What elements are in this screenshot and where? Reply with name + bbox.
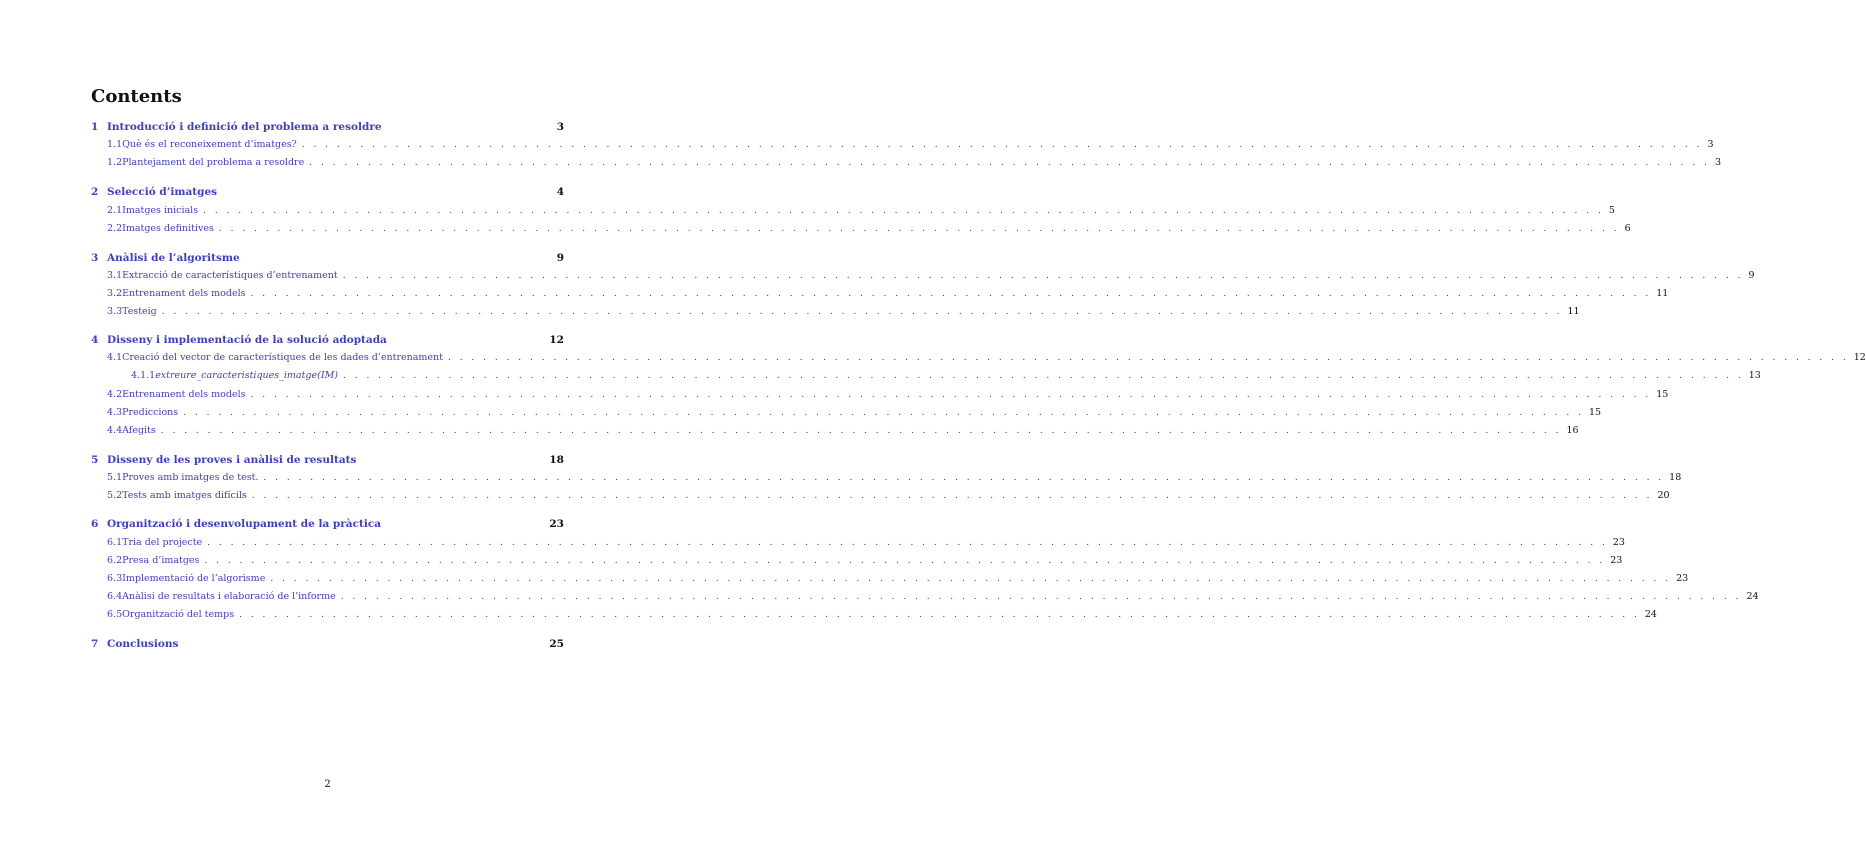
toc-title-link[interactable]: Organització del temps — [122, 609, 235, 620]
toc-leader-dots: . . . . . . . . . . . . . . . . . . . . . . . . . . . . . . . . . . . . . . . . . . . . . . . . . . . . . . . . . . . . . . . . . . . . . . . . . . . . . . . . . . . . . . . . . . . . . . . . . . . . . . . . . . . . . . . . . . . . . . . . — [250, 390, 1652, 400]
toc-page-number: 12 — [549, 334, 564, 346]
toc-subsection[interactable] — [107, 407, 1602, 423]
toc-title-link[interactable]: Prediccions — [122, 407, 179, 418]
toc-subsection[interactable] — [107, 425, 1579, 441]
toc-leader-dots: . . . . . . . . . . . . . . . . . . . . . . . . . . . . . . . . . . . . . . . . . . . . . . . . . . . . . . . . . . . . . . . . . . . . . . . . . . . . . . . . . . . . . . . . . . . . . . . . . . . . . . . . . . . . . . . . . . . . . . . . — [207, 538, 1608, 548]
toc-title-link[interactable]: Creació del vector de característiques de les dades d’entrenament — [122, 352, 443, 363]
toc-section[interactable] — [91, 252, 564, 268]
toc-title-link[interactable]: Testeig — [122, 306, 157, 317]
toc-title-link[interactable]: Introducció i definició del problema a resoldre — [107, 121, 382, 133]
toc-leader-dots: . . . . . . . . . . . . . . . . . . . . . . . . . . . . . . . . . . . . . . . . . . . . . . . . . . . . . . . . . . . . . . . . . . . . . . . . . . . . . . . . . . . . . . . . . . . . . . . . . . . . . . . . . . . . . . . . . . . . . . . . — [343, 371, 1744, 381]
toc-section[interactable] — [91, 334, 564, 350]
toc-page-number: 9 — [1748, 270, 1755, 281]
toc-number: 1.2 — [107, 157, 123, 168]
toc-page-number: 23 — [1610, 555, 1623, 566]
toc-title-link[interactable]: Què és el reconeixement d’imatges? — [122, 139, 297, 150]
toc-number: 4.1.1 — [131, 370, 156, 381]
toc-number: 6.4 — [107, 591, 123, 602]
toc-title-link[interactable]: Entrenament dels models — [122, 389, 246, 400]
toc-number: 2.2 — [107, 223, 123, 234]
toc-page-number: 5 — [1608, 205, 1615, 216]
toc-title-link[interactable]: Organització i desenvolupament de la pràctica — [107, 518, 382, 530]
toc-number: 6.3 — [107, 573, 123, 584]
toc-page-number: 18 — [549, 454, 564, 466]
toc-number: 2 — [91, 186, 99, 198]
toc-leader-dots: . . . . . . . . . . . . . . . . . . . . . . . . . . . . . . . . . . . . . . . . . . . . . . . . . . . . . . . . . . . . . . . . . . . . . . . . . . . . . . . . . . . . . . . . . . . . . . . . . . . . . . . . . . . . . . . . . . . . . . . . — [447, 353, 1849, 363]
toc-subsection[interactable] — [107, 389, 1669, 405]
toc-leader-dots: . . . . . . . . . . . . . . . . . . . . . . . . . . . . . . . . . . . . . . . . . . . . . . . . . . . . . . . . . . . . . . . . . . . . . . . . . . . . . . . . . . . . . . . . . . . . . . . . . . . . . . . . . . . . . . . . . . . . . . . . — [342, 271, 1744, 281]
toc-subsection[interactable] — [107, 537, 1625, 553]
toc-leader-dots: . . . . . . . . . . . . . . . . . . . . . . . . . . . . . . . . . . . . . . . . . . . . . . . . . . . . . . . . . . . . . . . . . . . . . . . . . . . . . . . . . . . . . . . . . . . . . . . . . . . . . . . . . . . . . . . . . . . . . . . . — [204, 556, 1606, 566]
toc-page-number: 15 — [1588, 407, 1602, 418]
toc-title-link[interactable]: extreure_caracteristiques_imatge(IM) — [155, 370, 339, 381]
toc-leader-dots: . . . . . . . . . . . . . . . . . . . . . . . . . . . . . . . . . . . . . . . . . . . . . . . . . . . . . . . . . . . . . . . . . . . . . . . . . . . . . . . . . . . . . . . . . . . . . . . . . . . . . . . . . . . . . . . . . . . . . . . . — [309, 158, 1710, 168]
toc-subsection[interactable] — [107, 205, 1615, 221]
toc-subsection[interactable] — [107, 609, 1657, 625]
toc-number: 2.1 — [107, 205, 123, 216]
toc-number: 6.5 — [107, 609, 123, 620]
toc-section[interactable] — [91, 186, 564, 202]
toc-page-number: 20 — [1657, 490, 1670, 501]
toc-subsection[interactable] — [107, 157, 1722, 173]
toc-title-link[interactable]: Anàlisi de l’algoritsme — [107, 252, 240, 264]
toc-section[interactable] — [91, 121, 564, 137]
toc-number: 7 — [91, 638, 99, 650]
toc-page-number: 11 — [1567, 306, 1580, 317]
toc-number: 4 — [91, 334, 99, 346]
toc-section[interactable] — [91, 454, 564, 470]
toc-number: 1 — [91, 121, 99, 133]
toc-number: 1.1 — [107, 139, 123, 150]
toc-title-link[interactable]: Plantejament del problema a resoldre — [122, 157, 305, 168]
toc-heading: Contents — [91, 86, 182, 107]
toc-page-number: 23 — [1676, 573, 1689, 584]
toc-page-number: 16 — [1566, 425, 1579, 436]
toc-leader-dots: . . . . . . . . . . . . . . . . . . . . . . . . . . . . . . . . . . . . . . . . . . . . . . . . . . . . . . . . . . . . . . . . . . . . . . . . . . . . . . . . . . . . . . . . . . . . . . . . . . . . . . . . . . . . . . . . . . . . . . . . — [161, 307, 1563, 317]
toc-number: 3.1 — [107, 270, 123, 281]
toc-title-link[interactable]: Proves amb imatges de test. — [122, 472, 259, 483]
toc-leader-dots: . . . . . . . . . . . . . . . . . . . . . . . . . . . . . . . . . . . . . . . . . . . . . . . . . . . . . . . . . . . . . . . . . . . . . . . . . . . . . . . . . . . . . . . . . . . . . . . . . . . . . . . . . . . . . . . . . . . . . . . . — [183, 408, 1584, 418]
toc-leader-dots: . . . . . . . . . . . . . . . . . . . . . . . . . . . . . . . . . . . . . . . . . . . . . . . . . . . . . . . . . . . . . . . . . . . . . . . . . . . . . . . . . . . . . . . . . . . . . . . . . . . . . . . . . . . . . . . . . . . . . . . . — [250, 289, 1652, 299]
toc-leader-dots: . . . . . . . . . . . . . . . . . . . . . . . . . . . . . . . . . . . . . . . . . . . . . . . . . . . . . . . . . . . . . . . . . . . . . . . . . . . . . . . . . . . . . . . . . . . . . . . . . . . . . . . . . . . . . . . . . . . . . . . . — [340, 592, 1742, 602]
toc-title-link[interactable]: Imatges inicials — [122, 205, 199, 216]
toc-number: 3.3 — [107, 306, 123, 317]
toc-number: 4.1 — [107, 352, 123, 363]
toc-subsection[interactable] — [107, 472, 1682, 488]
toc-page-number: 23 — [549, 518, 564, 530]
toc-leader-dots: . . . . . . . . . . . . . . . . . . . . . . . . . . . . . . . . . . . . . . . . . . . . . . . . . . . . . . . . . . . . . . . . . . . . . . . . . . . . . . . . . . . . . . . . . . . . . . . . . . . . . . . . . . . . . . . . . . . . . . . . — [301, 140, 1703, 150]
toc-number: 4.2 — [107, 389, 123, 400]
toc-subsection[interactable] — [107, 306, 1580, 322]
toc-title-link[interactable]: Tests amb imatges difícils — [122, 490, 247, 501]
toc-page-number: 6 — [1624, 223, 1631, 234]
toc-subsection[interactable] — [107, 490, 1670, 506]
toc-number: 5.1 — [107, 472, 123, 483]
toc-page-number: 3 — [1707, 139, 1714, 150]
toc-title-link[interactable]: Disseny i implementació de la solució adoptada — [107, 334, 387, 346]
toc-page-number: 4 — [556, 186, 564, 198]
toc-leader-dots: . . . . . . . . . . . . . . . . . . . . . . . . . . . . . . . . . . . . . . . . . . . . . . . . . . . . . . . . . . . . . . . . . . . . . . . . . . . . . . . . . . . . . . . . . . . . . . . . . . . . . . . . . . . . . . . . . . . . . . . . — [160, 426, 1562, 436]
toc-title-link[interactable]: Tria del projecte — [122, 537, 203, 548]
toc-page-number: 11 — [1656, 288, 1669, 299]
toc-page-number: 12 — [1853, 352, 1866, 363]
toc-page-number: 3 — [1714, 157, 1722, 168]
toc-subsection[interactable] — [107, 573, 1689, 589]
toc-leader-dots: . . . . . . . . . . . . . . . . . . . . . . . . . . . . . . . . . . . . . . . . . . . . . . . . . . . . . . . . . . . . . . . . . . . . . . . . . . . . . . . . . . . . . . . . . . . . . . . . . . . . . . . . . . . . . . . . . . . . . . . . — [203, 206, 1604, 216]
toc-number: 6.1 — [107, 537, 123, 548]
toc-number: 3 — [91, 252, 99, 264]
toc-subsection[interactable] — [107, 139, 1714, 155]
toc-number: 3.2 — [107, 288, 123, 299]
toc-title-link[interactable]: Imatges definitives — [122, 223, 214, 234]
toc-title-link[interactable]: Entrenament dels models — [122, 288, 246, 299]
toc-subsubsection[interactable] — [131, 370, 1761, 386]
toc-title-link[interactable]: Afegits — [122, 425, 156, 436]
toc-subsection[interactable] — [107, 223, 1631, 239]
toc-number: 5.2 — [107, 490, 123, 501]
toc-page-number: 24 — [1746, 591, 1759, 602]
toc-number: 5 — [91, 454, 99, 466]
toc-page-number: 18 — [1669, 472, 1682, 483]
toc-page-number: 3 — [556, 121, 564, 133]
toc-leader-dots: . . . . . . . . . . . . . . . . . . . . . . . . . . . . . . . . . . . . . . . . . . . . . . . . . . . . . . . . . . . . . . . . . . . . . . . . . . . . . . . . . . . . . . . . . . . . . . . . . . . . . . . . . . . . . . . . . . . . . . . . — [263, 473, 1665, 483]
toc-page-number: 13 — [1748, 370, 1761, 381]
toc-subsection[interactable] — [107, 352, 1866, 368]
toc-section[interactable] — [91, 518, 564, 534]
toc-leader-dots: . . . . . . . . . . . . . . . . . . . . . . . . . . . . . . . . . . . . . . . . . . . . . . . . . . . . . . . . . . . . . . . . . . . . . . . . . . . . . . . . . . . . . . . . . . . . . . . . . . . . . . . . . . . . . . . . . . . . . . . . — [218, 224, 1620, 234]
toc-title-link[interactable]: Selecció d’imatges — [107, 186, 218, 198]
toc-number: 6.2 — [107, 555, 123, 566]
toc-subsection[interactable] — [107, 270, 1755, 286]
toc-page-number: 23 — [1612, 537, 1625, 548]
toc-title-link[interactable]: Extracció de característiques d’entrenament — [122, 270, 338, 281]
toc-section[interactable] — [91, 638, 564, 654]
toc-page-number: 25 — [549, 638, 564, 650]
toc-number: 4.4 — [107, 425, 123, 436]
toc-leader-dots: . . . . . . . . . . . . . . . . . . . . . . . . . . . . . . . . . . . . . . . . . . . . . . . . . . . . . . . . . . . . . . . . . . . . . . . . . . . . . . . . . . . . . . . . . . . . . . . . . . . . . . . . . . . . . . . . . . . . . . . . — [239, 610, 1640, 620]
toc-title-link[interactable]: Conclusions — [107, 638, 179, 650]
toc-page-number: 24 — [1644, 609, 1657, 620]
toc-title-link[interactable]: Anàlisi de resultats i elaboració de l’informe — [122, 591, 336, 602]
toc-page-number: 15 — [1656, 389, 1669, 400]
toc-leader-dots: . . . . . . . . . . . . . . . . . . . . . . . . . . . . . . . . . . . . . . . . . . . . . . . . . . . . . . . . . . . . . . . . . . . . . . . . . . . . . . . . . . . . . . . . . . . . . . . . . . . . . . . . . . . . . . . . . . . . . . . . — [251, 491, 1653, 501]
toc-number: 6 — [91, 518, 99, 530]
toc-title-link[interactable]: Implementació de l’algorisme — [122, 573, 266, 584]
toc-number: 4.3 — [107, 407, 123, 418]
toc-title-link[interactable]: Disseny de les proves i anàlisi de resultats — [107, 454, 357, 466]
toc-subsection[interactable] — [107, 288, 1669, 304]
toc-page-number: 9 — [556, 252, 564, 264]
toc-title-link[interactable]: Presa d’imatges — [122, 555, 200, 566]
page-number: 2 — [324, 779, 331, 790]
toc-subsection[interactable] — [107, 555, 1623, 571]
toc-leader-dots: . . . . . . . . . . . . . . . . . . . . . . . . . . . . . . . . . . . . . . . . . . . . . . . . . . . . . . . . . . . . . . . . . . . . . . . . . . . . . . . . . . . . . . . . . . . . . . . . . . . . . . . . . . . . . . . . . . . . . . . . — [270, 574, 1672, 584]
toc-subsection[interactable] — [107, 591, 1759, 607]
